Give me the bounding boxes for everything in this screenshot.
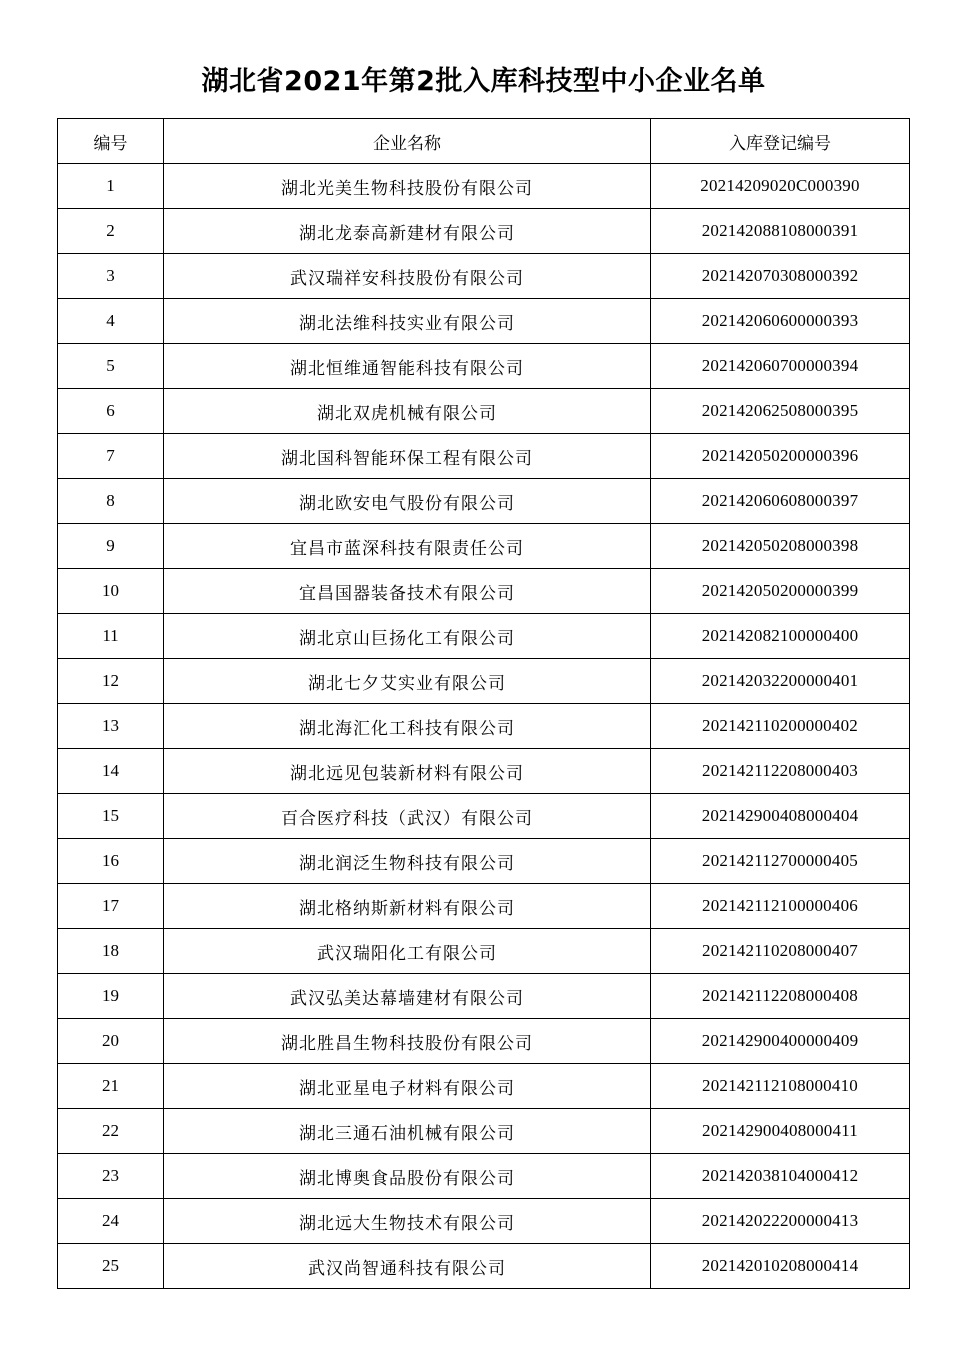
table-row [58, 569, 910, 614]
table-row [58, 929, 910, 974]
cell-no: 15 [58, 794, 164, 839]
cell-code: 202142110200000402 [651, 704, 910, 749]
cell-no: 2 [58, 209, 164, 254]
cell-no: 23 [58, 1154, 164, 1199]
cell-code: 202142050200000399 [651, 569, 910, 614]
cell-name: 武汉瑞祥安科技股份有限公司 [164, 254, 651, 299]
cell-no: 19 [58, 974, 164, 1019]
cell-name: 武汉弘美达幕墙建材有限公司 [164, 974, 651, 1019]
cell-no: 5 [58, 344, 164, 389]
table-row [58, 839, 910, 884]
table-row [58, 389, 910, 434]
cell-no: 13 [58, 704, 164, 749]
cell-name: 湖北海汇化工科技有限公司 [164, 704, 651, 749]
table-row [58, 974, 910, 1019]
cell-name: 宜昌市蓝深科技有限责任公司 [164, 524, 651, 569]
cell-code: 202142082100000400 [651, 614, 910, 659]
table-row [58, 1199, 910, 1244]
table-row [58, 1154, 910, 1199]
cell-no: 7 [58, 434, 164, 479]
cell-no: 1 [58, 164, 164, 209]
cell-name: 湖北亚星电子材料有限公司 [164, 1064, 651, 1109]
cell-name: 湖北法维科技实业有限公司 [164, 299, 651, 344]
table-row [58, 479, 910, 524]
cell-code: 202142022200000413 [651, 1199, 910, 1244]
table-row [58, 749, 910, 794]
table-row [58, 164, 910, 209]
cell-code: 202142112208000403 [651, 749, 910, 794]
cell-name: 湖北三通石油机械有限公司 [164, 1109, 651, 1154]
cell-no: 10 [58, 569, 164, 614]
cell-no: 6 [58, 389, 164, 434]
cell-code: 202142010208000414 [651, 1244, 910, 1289]
header-name: 企业名称 [164, 119, 651, 164]
cell-code: 202142112108000410 [651, 1064, 910, 1109]
table-row [58, 524, 910, 569]
table-body [58, 164, 910, 1289]
cell-name: 湖北恒维通智能科技有限公司 [164, 344, 651, 389]
cell-code: 202142070308000392 [651, 254, 910, 299]
cell-name: 湖北远见包装新材料有限公司 [164, 749, 651, 794]
table-row [58, 254, 910, 299]
cell-code: 202142112700000405 [651, 839, 910, 884]
cell-code: 202142900408000404 [651, 794, 910, 839]
table-row [58, 1244, 910, 1289]
cell-name: 湖北远大生物技术有限公司 [164, 1199, 651, 1244]
table-row [58, 704, 910, 749]
cell-name: 湖北光美生物科技股份有限公司 [164, 164, 651, 209]
cell-name: 湖北格纳斯新材料有限公司 [164, 884, 651, 929]
page-title: 湖北省2021年第2批入库科技型中小企业名单 [201, 66, 766, 97]
cell-code: 202142088108000391 [651, 209, 910, 254]
cell-name: 湖北七夕艾实业有限公司 [164, 659, 651, 704]
table-row [58, 884, 910, 929]
cell-name: 武汉瑞阳化工有限公司 [164, 929, 651, 974]
cell-name: 武汉尚智通科技有限公司 [164, 1244, 651, 1289]
cell-no: 21 [58, 1064, 164, 1109]
cell-name: 湖北润泛生物科技有限公司 [164, 839, 651, 884]
cell-no: 4 [58, 299, 164, 344]
cell-no: 22 [58, 1109, 164, 1154]
cell-code: 202142112208000408 [651, 974, 910, 1019]
enterprise-table [57, 118, 910, 1289]
table-row [58, 794, 910, 839]
table-row [58, 299, 910, 344]
cell-code: 202142110208000407 [651, 929, 910, 974]
cell-code: 202142060700000394 [651, 344, 910, 389]
cell-no: 16 [58, 839, 164, 884]
table-row [58, 614, 910, 659]
cell-no: 9 [58, 524, 164, 569]
cell-code: 202142032200000401 [651, 659, 910, 704]
table-row [58, 1064, 910, 1109]
cell-name: 宜昌国器装备技术有限公司 [164, 569, 651, 614]
cell-code: 202142038104000412 [651, 1154, 910, 1199]
table-row [58, 344, 910, 389]
cell-no: 24 [58, 1199, 164, 1244]
cell-code: 202142050208000398 [651, 524, 910, 569]
table-row [58, 434, 910, 479]
cell-name: 湖北国科智能环保工程有限公司 [164, 434, 651, 479]
cell-code: 202142060600000393 [651, 299, 910, 344]
cell-code: 202142900400000409 [651, 1019, 910, 1064]
cell-no: 3 [58, 254, 164, 299]
cell-no: 12 [58, 659, 164, 704]
cell-no: 11 [58, 614, 164, 659]
table-row [58, 1019, 910, 1064]
cell-code: 202142050200000396 [651, 434, 910, 479]
cell-name: 百合医疗科技（武汉）有限公司 [164, 794, 651, 839]
table-header-row [58, 119, 910, 164]
cell-no: 14 [58, 749, 164, 794]
cell-no: 17 [58, 884, 164, 929]
cell-name: 湖北龙泰高新建材有限公司 [164, 209, 651, 254]
header-no: 编号 [58, 119, 164, 164]
cell-code: 202142062508000395 [651, 389, 910, 434]
cell-name: 湖北欧安电气股份有限公司 [164, 479, 651, 524]
cell-name: 湖北博奥食品股份有限公司 [164, 1154, 651, 1199]
table-row [58, 209, 910, 254]
cell-name: 湖北京山巨扬化工有限公司 [164, 614, 651, 659]
table-row [58, 1109, 910, 1154]
header-code: 入库登记编号 [651, 119, 910, 164]
cell-name: 湖北胜昌生物科技股份有限公司 [164, 1019, 651, 1064]
cell-code: 202142900408000411 [651, 1109, 910, 1154]
cell-code: 202142112100000406 [651, 884, 910, 929]
cell-code: 202142060608000397 [651, 479, 910, 524]
cell-no: 20 [58, 1019, 164, 1064]
cell-name: 湖北双虎机械有限公司 [164, 389, 651, 434]
cell-no: 8 [58, 479, 164, 524]
cell-no: 18 [58, 929, 164, 974]
table-row [58, 659, 910, 704]
cell-code: 20214209020C000390 [651, 164, 910, 209]
cell-no: 25 [58, 1244, 164, 1289]
